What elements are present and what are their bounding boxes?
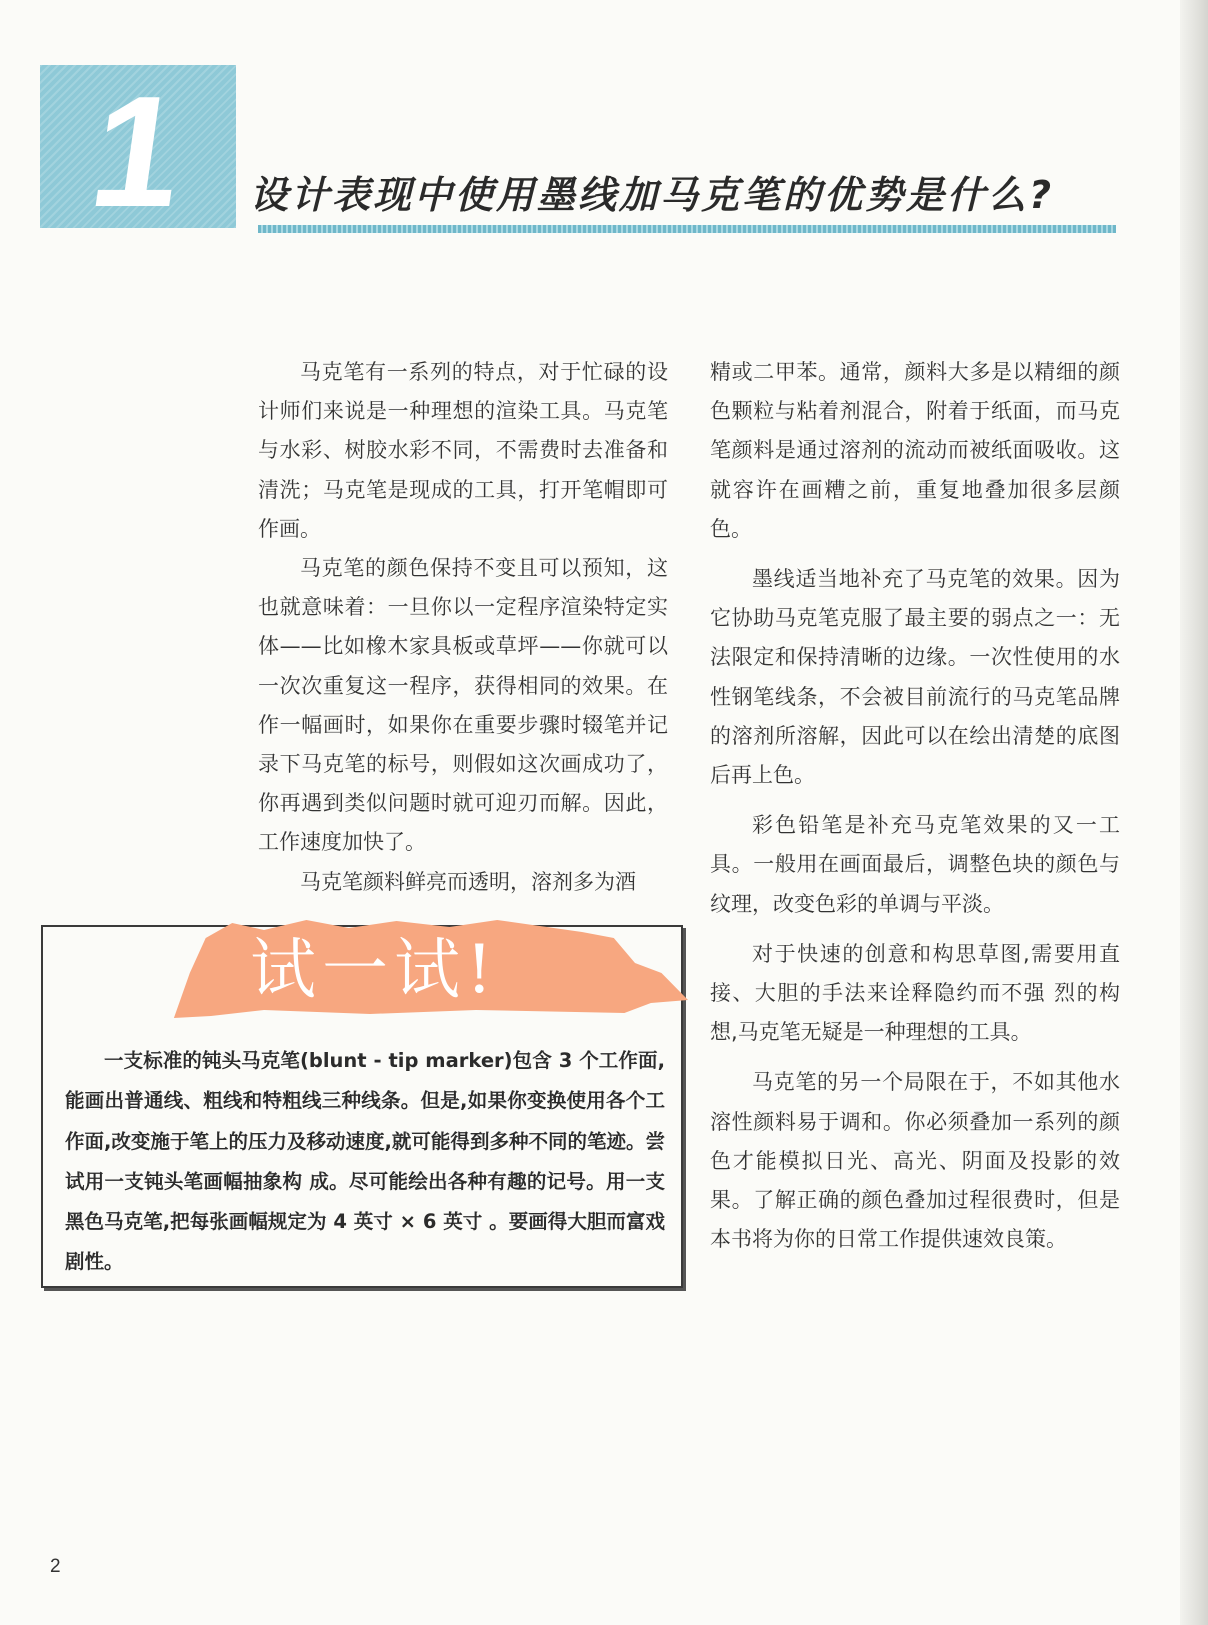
chapter-number: 1 [80,63,194,240]
chapter-number-block [40,63,236,240]
paragraph: 马克笔的颜色保持不变且可以预知，这也就意味着：一旦你以一定程序渲染特定实体——比如橡木家具板或草坪——你就可以一次次重复这一程序，获得相同的效果。在作一幅画时，如果你在重要步骤时辍笔并记录下马克笔的标号，则假如这次画成功了，你再遇到类似问题时就可迎刃而解。因此，工作速度加快了。 [258,556,668,855]
paragraph-continued: 精或二甲苯。通常，颜料大多是以精细的颜色颗粒与粘着剂混合，附着于纸面，而马克笔颜料是通过溶剂的流动而被纸面吸收。这就容许在画糟之前，重复地叠加很多层颜色。 [710,360,1120,541]
paragraph: 马克笔颜料鲜亮而透明，溶剂多为酒 [300,869,636,894]
try-it-text: 一支标准的钝头马克笔(blunt - tip marker)包含 3 个工作面,能画出普通线、粗线和特粗线三种线条。但是,如果你变换使用各个工作面,改变施于笔上的压力及移动速度,就可能得到多种不同的笔迹。尝试用一支钝头笔画幅抽象构 成。尽可能绘出各种有趣的记号。用一支黑色马克笔,把每张画幅规定为 4 英寸 × 6 英寸 。要画得大胆而富戏剧性。 [65,1049,665,1274]
paragraph: 墨线适当地补充了马克笔的效果。因为它协助马克笔克服了最主要的弱点之一：无法限定和保持清晰的边缘。一次性使用的水性钢笔线条，不会被目前流行的马克笔品牌的溶剂所溶解，因此可以在绘出清楚的底图后再上色。 [710,567,1120,788]
title-underline [258,225,1116,233]
paragraph: 彩色铅笔是补充马克笔效果的又一工具。一般用在画面最后，调整色块的颜色与纹理，改变色彩的单调与平淡。 [710,813,1120,916]
paragraph: 对于快速的创意和构思草图,需要用直接、大胆的手法来诠释隐约而不强 烈的构想,马克笔无疑是一种理想的工具。 [710,941,1120,1045]
paragraph: 马克笔的另一个局限在于，不如其他水溶性颜料易于调和。你必须叠加一系列的颜色才能模拟日光、高光、阴面及投影的效果。了解正确的颜色叠加过程很费时，但是本书将为你的日常工作提供速效良策。 [710,1070,1120,1252]
try-it-title: 试一试! [250,931,499,1008]
left-column [258,353,668,902]
chapter-title: 设计表现中使用墨线加马克笔的优势是什么? [250,173,1055,217]
paragraph: 马克笔有一系列的特点，对于忙碌的设计师们来说是一种理想的渲染工具。马克笔与水彩、树胶水彩不同，不需费时去准备和清洗；马克笔是现成的工具，打开笔帽即可作画。 [258,360,668,541]
page-number: 2 [50,1556,61,1577]
page-edge-shadow [1180,0,1208,1625]
right-column [710,353,1120,1259]
